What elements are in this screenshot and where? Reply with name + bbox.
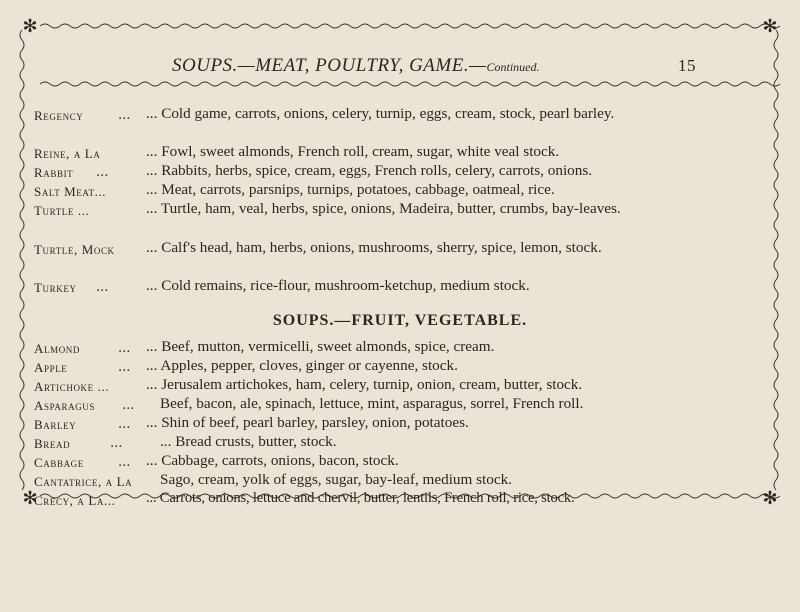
entry-description: ... Apples, pepper, cloves, ginger or cayenne, stock. bbox=[146, 357, 458, 374]
page-title: SOUPS.—MEAT, POULTRY, GAME.—Continued. bbox=[172, 55, 540, 76]
entry-description: ... Beef, mutton, vermicelli, sweet almonds, spice, cream. bbox=[146, 338, 495, 355]
corner-ornament-icon: ✻ bbox=[762, 488, 778, 509]
page-number: 15 bbox=[678, 56, 696, 75]
entry-description: ... Carrots, onions, lettuce and chervil, butter, lentils, French roll, rice, stock. bbox=[146, 490, 575, 506]
entry-leader: ... bbox=[118, 455, 131, 470]
entry-leader: ... bbox=[118, 360, 131, 375]
entry-name: Barley bbox=[34, 417, 77, 432]
entry-description: Beef, bacon, ale, spinach, lettuce, mint, asparagus, sorrel, French roll. bbox=[160, 395, 584, 412]
entry-description: ... Rabbits, herbs, spice, cream, eggs, French rolls, celery, carrots, onions. bbox=[146, 162, 593, 179]
entry-name: Turkey bbox=[34, 280, 77, 295]
entry-name: Turtle, Mock bbox=[34, 242, 115, 257]
entry-leader: ... bbox=[96, 280, 109, 295]
entry-name: Apple bbox=[34, 360, 68, 375]
entry-leader: ... bbox=[122, 398, 135, 413]
entry-name: Rabbit bbox=[34, 165, 74, 180]
entry-description: ... Calf's head, ham, herbs, onions, mushrooms, sherry, spice, lemon, stock. bbox=[146, 239, 602, 256]
entry-description: ... Turtle, ham, veal, herbs, spice, onions, Madeira, butter, crumbs, bay-leaves. bbox=[146, 200, 621, 217]
entry-name: Asparagus bbox=[34, 398, 95, 413]
entry-leader: ... bbox=[118, 108, 131, 123]
entry-name: Salt Meat... bbox=[34, 184, 107, 199]
entry-description: ... Jerusalem artichokes, ham, celery, turnip, onion, cream, butter, stock. bbox=[146, 376, 583, 393]
entry-leader: ... bbox=[118, 341, 131, 356]
entry-leader: ... bbox=[96, 165, 109, 180]
entry-name: Bread bbox=[34, 436, 71, 451]
entry-name: Reine, a La bbox=[34, 146, 101, 161]
entry-description: ... Bread crusts, butter, stock. bbox=[160, 433, 337, 450]
entry-description: ... Cold remains, rice-flour, mushroom-ketchup, medium stock. bbox=[146, 277, 530, 294]
entry-name: Turtle ... bbox=[34, 203, 90, 218]
entry-description: ... Cabbage, carrots, onions, bacon, stock. bbox=[146, 452, 399, 469]
entry-name: Cantatrice, a La bbox=[34, 474, 133, 489]
entry-name: Crecy, a La... bbox=[34, 493, 116, 508]
entry-description: ... Fowl, sweet almonds, French roll, cream, sugar, white veal stock. bbox=[146, 143, 560, 160]
entry-name: Artichoke ... bbox=[34, 379, 110, 394]
entry-description: ... Shin of beef, pearl barley, parsley, onion, potatoes. bbox=[146, 414, 469, 431]
corner-ornament-icon: ✻ bbox=[22, 16, 38, 37]
corner-ornament-icon: ✻ bbox=[762, 16, 778, 37]
entry-description: ... Cold game, carrots, onions, celery, turnip, eggs, cream, stock, pearl barley. bbox=[146, 105, 615, 122]
entry-name: Cabbage bbox=[34, 455, 84, 470]
entry-description: Sago, cream, yolk of eggs, sugar, bay-leaf, medium stock. bbox=[160, 471, 512, 488]
continued-label: Continued. bbox=[486, 60, 540, 74]
entry-name: Almond bbox=[34, 341, 80, 356]
section-heading: SOUPS.—FRUIT, VEGETABLE. bbox=[272, 312, 528, 329]
entry-leader: ... bbox=[110, 436, 123, 451]
corner-ornament-icon: ✻ bbox=[22, 488, 38, 509]
entry-description: ... Meat, carrots, parsnips, turnips, potatoes, cabbage, oatmeal, rice. bbox=[146, 181, 555, 198]
entry-name: Regency bbox=[34, 108, 84, 123]
entry-leader: ... bbox=[118, 417, 131, 432]
